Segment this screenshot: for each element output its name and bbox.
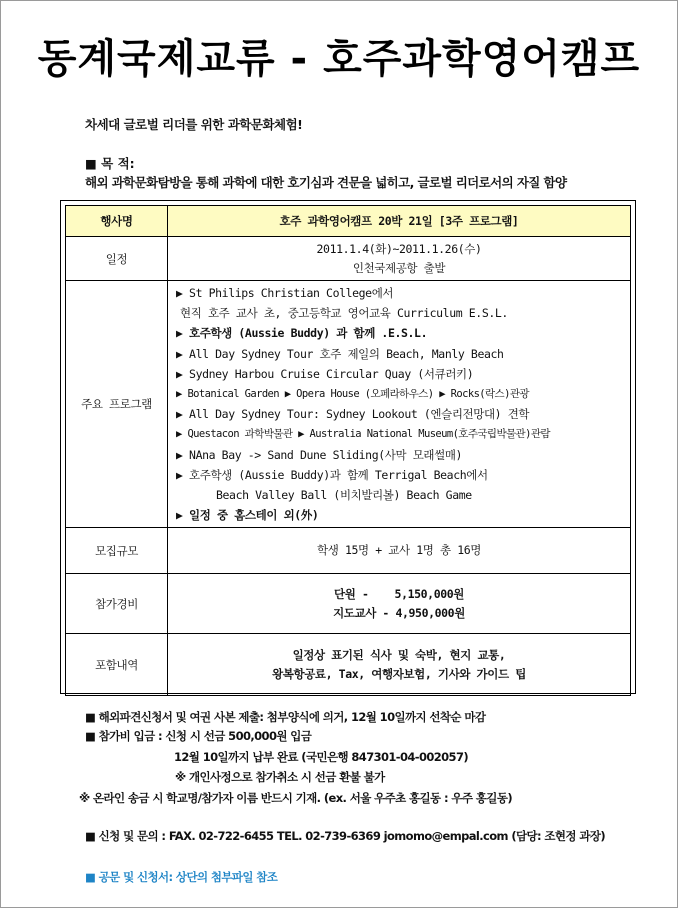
program-line: 현직 호주 교사 초, 중고등학교 영어교육 Curriculum E.S.L.: [180, 306, 508, 321]
schedule-label: 일정: [66, 237, 168, 281]
program-line: ▶ 호주학생 (Aussie Buddy)과 함께 Terrigal Beach에서: [176, 467, 488, 482]
program-line: ▶ NAna Bay -> Sand Dune Sliding(사막 모래썰매): [176, 447, 463, 462]
program-line: ▶ All Day Sydney Tour: Sydney Lookout (엔슬리전망대) 견학: [176, 407, 530, 422]
note-remittance: ※ 온라인 송금 시 학교명/참가자 이름 반드시 기재. (ex. 서울 우주초 홍길동 : 우주 홍길동): [79, 791, 512, 805]
program-line: ▶ 호주학생 (Aussie Buddy) 과 함께 .E.S.L.: [176, 326, 428, 341]
includes-value: [168, 634, 631, 696]
includes-label: 포함내역: [66, 634, 168, 696]
program-table: [65, 205, 631, 696]
schedule-value: [168, 237, 631, 281]
program-line: ▶ Sydney Harbou Cruise Circular Quay (서큐러키): [176, 366, 474, 381]
page-subtitle: 차세대 글로벌 리더를 위한 과학문화체험!: [85, 117, 303, 132]
program-line: ▶ Questacon 과학박물관 ▶ Australia National Museum(호주국립박물관)관람: [176, 428, 550, 441]
note-attachment: ■ 공문 및 신청서: 상단의 첨부파일 참조: [85, 870, 278, 884]
program-label: 주요 프로그램: [66, 281, 168, 528]
header-label: 행사명: [66, 206, 168, 237]
includes-line: 일정상 표기된 식사 및 숙박, 현지 교통,: [292, 647, 506, 662]
fee-teacher: 지도교사 - 4,950,000원: [333, 605, 465, 620]
includes-line: 왕복항공료, Tax, 여행자보험, 기사와 가이드 팁: [272, 666, 526, 681]
note-refund: ※ 개인사정으로 참가취소 시 선금 환불 불가: [175, 770, 385, 784]
program-list: [168, 281, 631, 528]
purpose-text: 해외 과학문화탐방을 통해 과학에 대한 호기심과 견문을 넓히고, 글로벌 리더로서의 자질 함양: [85, 175, 567, 190]
program-line: Beach Valley Ball (비치발리볼) Beach Game: [216, 488, 472, 503]
fee-member: 단원 - 5,150,000원: [334, 586, 464, 601]
recruit-value: 학생 15명 + 교사 1명 총 16명: [168, 528, 631, 574]
schedule-dates: 2011.1.4(화)~2011.1.26(수): [316, 241, 482, 256]
note-payment: 12월 10일까지 납부 완료 (국민은행 847301-04-002057): [174, 750, 469, 764]
recruit-label: 모집규모: [66, 528, 168, 574]
program-line: ▶ All Day Sydney Tour 호주 제일의 Beach, Manly Beach: [176, 346, 504, 361]
note-deposit: ■ 참가비 입금 : 신청 시 선금 500,000원 입금: [85, 729, 312, 743]
program-table-frame: [60, 200, 636, 694]
page-title: 동계국제교류 - 호주과학영어캠프: [37, 36, 641, 82]
fee-row: [66, 574, 631, 634]
table-header-row: [66, 206, 631, 237]
header-value: 호주 과학영어캠프 20박 21일 [3주 프로그램]: [168, 206, 631, 237]
includes-row: [66, 634, 631, 696]
program-line: ▶ Botanical Garden ▶ Opera House (오페라하우스) ▶ Rocks(락스)관광: [176, 388, 529, 401]
schedule-departure: 인천국제공항 출발: [352, 260, 446, 275]
recruit-row: [66, 528, 631, 574]
note-deadline: ■ 해외파견신청서 및 여권 사본 제출: 첨부양식에 의거, 12월 10일까지 선착순 마감: [85, 710, 486, 724]
program-row: [66, 281, 631, 528]
fee-label: 참가경비: [66, 574, 168, 634]
note-contact: ■ 신청 및 문의 : FAX. 02-722-6455 TEL. 02-739-6369 jomomo@empal.com (담당: 조현정 과장): [85, 829, 606, 843]
program-line: ▶ 일정 중 홈스테이 외(外): [176, 508, 319, 523]
schedule-row: [66, 237, 631, 281]
program-line: ▶ St Philips Christian College에서: [176, 286, 394, 300]
fee-value: [168, 574, 631, 634]
purpose-heading: ■ 목 적:: [85, 156, 135, 171]
